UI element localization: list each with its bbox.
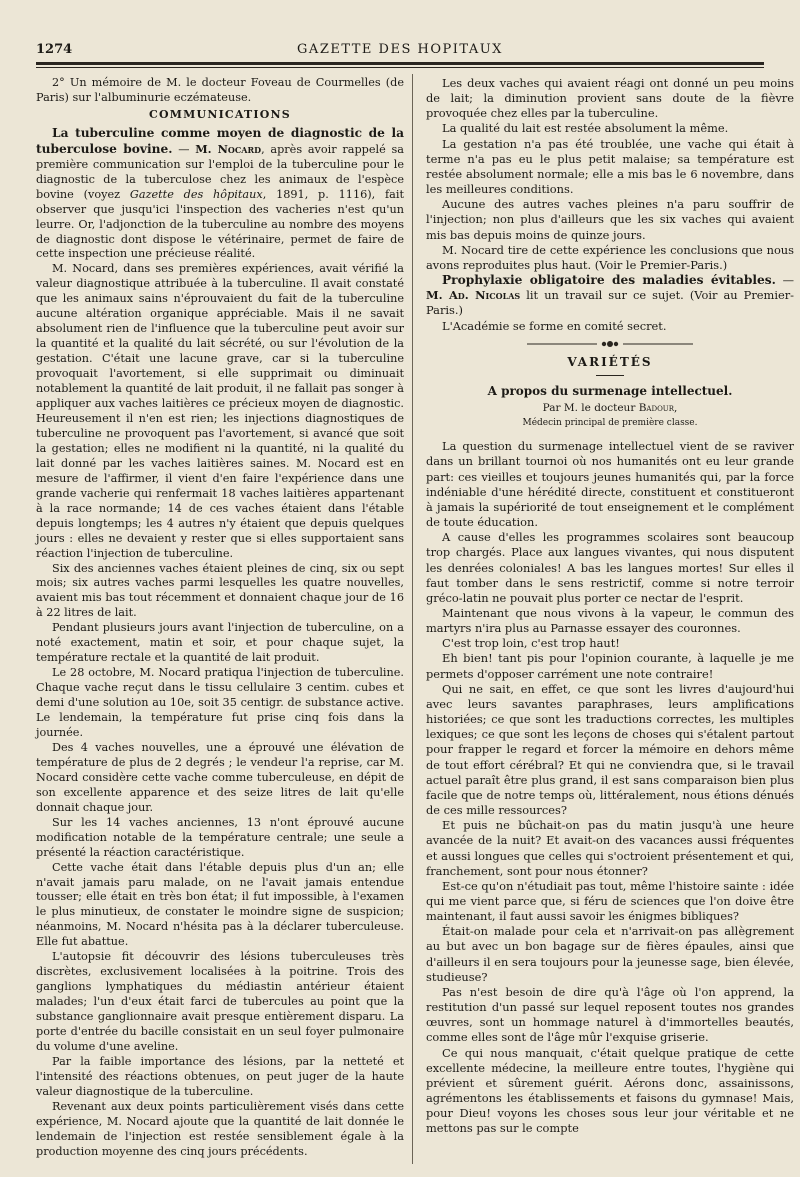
- ornament-rule: [525, 339, 695, 349]
- paragraph: C'est trop loin, c'est trop haut!: [442, 636, 620, 651]
- section-heading-communications: COMMUNICATIONS: [149, 107, 291, 121]
- paragraph: La qualité du lait est restée absolument la même.: [442, 121, 729, 136]
- run-in-heading: La tuberculine comme moyen de diagnostic de la tuberculose bovine.: [36, 125, 404, 156]
- paragraph: L'autopsie fit découvrir des lésions tuberculeuses très discrètes, exclusivement localisées à la poitrine. Trois des ganglions lymphatiques du médiastin antérieur étaient malades; l'un d'eux était farci de tubercules au point que la substance ganglionnaire avait presque entièrement disparu. La porte d'entrée du bacille consistait en un seul foyer pulmonaire du volume d'une aveline.: [36, 950, 404, 1053]
- paragraph: Et puis ne bûchait-on pas du matin jusqu'à une heure avancée de la nuit? Et avait-on des vacances aussi fréquentes et aussi longues que celles qui s'octroient présentement et qui, franchement, sont pour nous étonner?: [426, 818, 794, 878]
- paragraph: M. Nocard tire de cette expérience les conclusions que nous avons reproduites plus haut. (Voir le Premier-Paris.): [426, 242, 794, 272]
- paragraph: Cette vache était dans l'étable depuis plus d'un an; elle n'avait jamais paru malade, on ne l'avait jamais entendue tousser; elle était en très bon état; il fut impossible, à l'examen le plus minutieux, de constater le moindre signe de suspicion; néanmoins, M. Nocard n'hésita pas à la déclarer tuberculeuse. Elle fut abattue.: [36, 860, 404, 949]
- paragraph: Des 4 vaches nouvelles, une a éprouvé une élévation de température de plus de 2 degrés ; le vendeur l'a reprise, car M. Nocard considère cette vache comme tuberculeuse, en dépit de son excellente apparence et des seize litres de lait qu'elle donnait chaque jour.: [36, 740, 404, 814]
- text-run: , 1891, p. 1116), fait observer que jusqu'ici l'inspection des vacheries n'est qu'un leurre. Or, l'adjonction de la tuberculine au nombre des moyens de diagnostic dont dispose le vétérinaire, permet de faire de cette inspection une précieuse réalité.: [36, 187, 404, 261]
- paragraph: Sur les 14 vaches anciennes, 13 n'ont éprouvé aucune modification notable de la température centrale; une seule a présenté la réaction caractéristique.: [36, 815, 404, 859]
- paragraph: Aucune des autres vaches pleines n'a paru souffrir de l'injection; non plus d'ailleurs que les six vaches qui avaient mis bas depuis moins de quinze jours.: [426, 197, 794, 242]
- page-header: [36, 38, 764, 60]
- left-column: [36, 76, 404, 1160]
- author-name: M. Ad. Nicolas: [426, 288, 521, 303]
- byline-prefix: Par M. le docteur: [542, 401, 639, 414]
- header-rule-thick: [36, 62, 764, 65]
- paragraph: La gestation n'a pas été troublée, une vache qui était à terme n'a pas eu le plus petit malaise; sa température est restée absolument normale; elle a mis bas le 6 novembre, dans les meilleures conditions.: [426, 136, 794, 197]
- paragraph: Est-ce qu'on n'étudiait pas tout, même l'histoire sainte : idée qui me vient parce que, si féru de sciences que l'on doive être maintenant, il faut aussi savoir les énigmes bibliques?: [426, 878, 794, 924]
- paragraph: 2° Un mémoire de M. le docteur Foveau de Courmelles (de Paris) sur l'albuminurie eczémateuse.: [36, 76, 404, 104]
- byline: [426, 401, 794, 416]
- text-run: lit un travail sur ce sujet. (Voir au Premier-Paris.): [426, 288, 794, 318]
- run-in-heading: Prophylaxie obligatoire des maladies évitables.: [442, 273, 776, 288]
- paragraph: L'Académie se forme en comité secret.: [442, 318, 667, 333]
- paragraph: Était-on malade pour cela et n'arrivait-on pas allègrement au but avec un bon bagage sur de fières épaules, ainsi que d'ailleurs il en sera toujours pour la jeunesse sage, bien élevée, studieuse?: [426, 924, 794, 984]
- column-divider: [412, 74, 413, 1164]
- paragraph: Pas n'est besoin de dire qu'à l'âge où l'on apprend, la restitution d'un passé sur lequel reposent toutes nos grandes œuvres, sont un hommage naturel à d'immortelles beautés, comme elles sont de l'âge mûr l'exquise griserie.: [426, 984, 794, 1045]
- paragraph-prophylaxie: Prophylaxie obligatoire des maladies évitables. — M. Ad. Nicolas lit un travail sur ce sujet. (Voir au Premier-Paris.): [426, 273, 794, 318]
- byline-author: Badour,: [638, 401, 678, 414]
- paragraph-tuberculine-intro: La tuberculine comme moyen de diagnostic de la tuberculose bovine. — M. Nocard, après avoir rappelé sa première communication sur l'emploi de la tuberculine pour le diagnostic de la tuberculose chez les animaux de l'espèce bovine (voyez Gazette des hôpitaux, 1891, p. 1116), fait observer que jusqu'ici l'inspection des vacheries n'est qu'un leurre. Or, l'adjonction de la tuberculine au nombre des moyens de diagnostic dont dispose le vétérinaire, permet de faire de cette inspection une précieuse réalité.: [36, 125, 404, 261]
- paragraph: Par la faible importance des lésions, par la netteté et l'intensité des réactions obtenues, on peut juger de la haute valeur diagnostique de la tuberculine.: [36, 1054, 404, 1098]
- journal-title: GAZETTE DES HOPITAUX: [297, 42, 503, 57]
- section-heading-varietes: VARIÉTÉS: [567, 354, 653, 369]
- paragraph: Revenant aux deux points particulièrement visés dans cette expérience, M. Nocard ajoute que la quantité de lait donnée le lendemain de l'injection est restée sensiblement égale à la production moyenne des cinq jours précédents.: [36, 1099, 404, 1158]
- header-rule-thin: [36, 67, 764, 68]
- paragraph: A cause d'elles les programmes scolaires sont beaucoup trop chargés. Place aux langues vivantes, qui nous disputent les denrées coloniales! A bas les langues mortes! Sur elles il faut tomber dans le sens restrictif, comme si notre terroir gréco-latin ne pouvait plus porter ce nectar de l'esprit.: [426, 530, 794, 605]
- citation-title: Gazette des hôpitaux: [129, 187, 263, 201]
- paragraph: Maintenant que nous vivons à la vapeur, le commun des martyrs n'ira plus au Parnasse essayer des couronnes.: [426, 606, 794, 636]
- paragraph: Eh bien! tant pis pour l'opinion courante, à laquelle je me permets d'opposer carrément une note contraire!: [426, 651, 794, 681]
- paragraph: M. Nocard, dans ses premières expériences, avait vérifié la valeur diagnostique attribuée à la tuberculine. Il avait constaté que les animaux sains n'éprouvaient du fait de la tuberculine aucune altération organique appréciable. Mais il ne savait absolument rien de l'influence que la tuberculine peut avoir sur la quantité et la qualité du lait sécrété, ou sur l'évolution de la gestation. C'était une lacune grave, car si la tuberculine provoquait l'avortement, si elle supprimait ou diminuait notablement la quantité de lait produit, il ne fallait pas songer à appliquer aux vaches laitières ce précieux moyen de diagnostic. Heureusement il n'en est rien; les injections diagnostiques de tuberculine ne provoquent pas l'avortement, si avancé que soit la gestation; elles ne modifient ni la quantité, ni la qualité du lait donné par les vaches laitières saines. M. Nocard est en mesure de l'affirmer, il vient d'en faire l'expérience dans une grande vacherie qui renfermait 18 vaches laitières appartenant à la race normande; 14 de ces vaches étaient dans l'étable depuis longtemps; les 4 autres n'y étaient que depuis quelques jours : elles ne devaient y rester que si elles supportaient sans réaction l'injection de tuberculine.: [36, 262, 404, 560]
- right-column: [426, 76, 794, 1136]
- page-number: 1274: [36, 42, 73, 57]
- author-name: M. Nocard: [195, 141, 262, 156]
- paragraph: Qui ne sait, en effet, ce que sont les livres d'aujourd'hui avec leurs savantes paraphrases, leurs amplifications historiées; ce que sont les traductions correctes, les multiples lexiques; ce que sont les leçons de choses qui s'étalent partout pour frapper le regard et forcer la mémoire en dehors même de tout effort cérébral? Et qui ne conviendra que, si le travail actuel paraît être plus grand, il est sans comparaison bien plus facile que de notre temps où, littéralement, nous étions dénués de ces mille ressources?: [426, 681, 794, 818]
- paragraph: Ce qui nous manquait, c'était quelque pratique de cette excellente médecine, la meilleure entre toutes, l'hygiène qui prévient et sûrement guérit. Aérons donc, assainissons, agrémentons les établissements et faisons du gymnase! Mais, pour Dieu! voyons les choses sous leur jour véritable et ne mettons pas sur le compte: [426, 1045, 794, 1136]
- article-title: A propos du surmenage intellectuel.: [487, 383, 733, 398]
- paragraph: Le 28 octobre, M. Nocard pratiqua l'injection de tuberculine. Chaque vache reçut dans le tissu cellulaire 3 centim. cubes et demi d'une solution au 10e, soit 35 centigr. de substance active. Le lendemain, la température fut prise cinq fois dans la journée.: [36, 666, 404, 739]
- paragraph: Les deux vaches qui avaient réagi ont donné un peu moins de lait; la diminution provient sans doute de la fièvre provoquée chez elles par la tuberculine.: [426, 76, 794, 121]
- paragraph: Pendant plusieurs jours avant l'injection de tuberculine, on a noté exactement, matin et soir, et pour chaque sujet, la température rectale et la quantité de lait produit.: [36, 621, 404, 665]
- short-divider: [596, 375, 624, 376]
- paragraph: Six des anciennes vaches étaient pleines de cinq, six ou sept mois; six autres vaches parmi lesquelles les quatre nouvelles, avaient mis bas tout récemment et donnaient chaque jour de 16 à 22 litres de lait.: [36, 561, 404, 620]
- text-run: , après avoir rappelé sa première communication sur l'emploi de la tuberculine pour le diagnostic de la tuberculose chez les animaux de l'espèce bovine (voyez: [36, 142, 404, 201]
- byline-role: Médecin principal de première classe.: [522, 418, 698, 429]
- paragraph: La question du surmenage intellectuel vient de se raviver dans un brillant tournoi où nos humanités ont eu leur grande part: ces vieilles et toujours jeunes humanités qui, par la force indéniable d'une hérédité directe, constituent et constitueront à jamais la supériorité de tout enseignement et le complément de toute éducation.: [426, 439, 794, 530]
